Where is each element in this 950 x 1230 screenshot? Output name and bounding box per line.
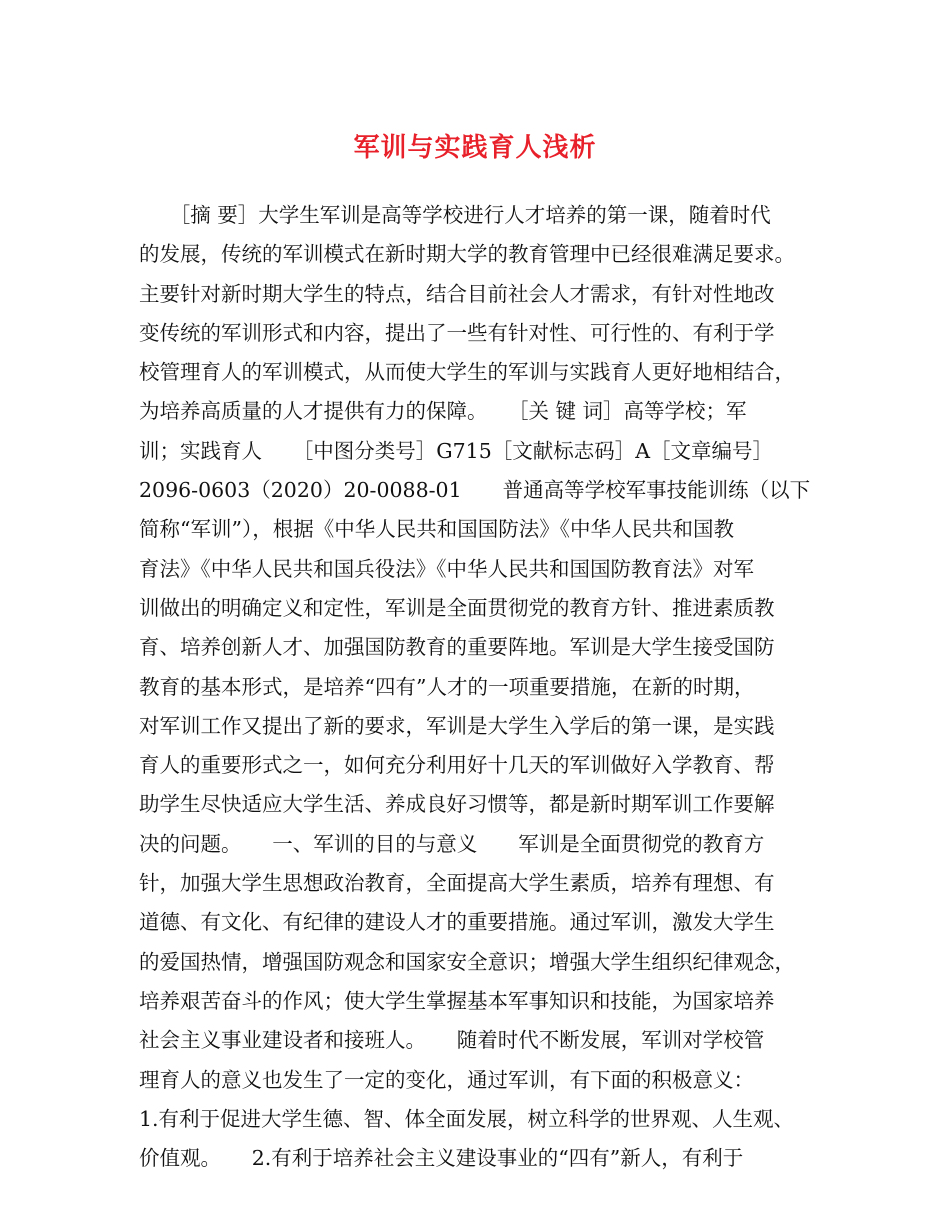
text-line: 社会主义事业建设者和接班人。 随着时代不断发展，军训对学校管 xyxy=(139,1028,765,1053)
page-title: 军训与实践育人浅析 xyxy=(353,133,597,163)
text-line: ［摘 要］大学生军训是高等学校进行人才培养的第一课，随着时代 xyxy=(139,203,771,227)
text-line: 的发展，传统的军训模式在新时期大学的教育管理中已经很难满足要求。 xyxy=(139,242,795,267)
text-line: 的爱国热情，增强国防观念和国家安全意识；增强大学生组织纪律观念， xyxy=(139,949,795,974)
text-line: 育法》《中华人民共和国兵役法》《中华人民共和国国防教育法》对军 xyxy=(139,556,754,581)
text-line: 教育的基本形式，是培养“四有”人才的一项重要措施，在新的时期， xyxy=(139,674,755,699)
text-line: 简称“军训”），根据《中华人民共和国国防法》《中华人民共和国教 xyxy=(139,517,734,542)
text-line: 针，加强大学生思想政治教育，全面提高大学生素质，培养有理想、有 xyxy=(139,871,775,896)
text-line: 决的问题。 一、军训的目的与意义 军训是全面贯彻党的教育方 xyxy=(139,831,765,856)
text-line: 价值观。 2.有利于培养社会主义建设事业的“四有”新人，有利于 xyxy=(139,1146,744,1171)
text-line: 助学生尽快适应大学生活、养成良好习惯等，都是新时期军训工作要解 xyxy=(139,792,775,817)
text-line: 育人的重要形式之一，如何充分利用好十几天的军训做好入学教育、帮 xyxy=(139,753,775,778)
text-line: 训做出的明确定义和定性，军训是全面贯彻党的教育方针、推进素质教 xyxy=(139,595,775,620)
text-line: 为培养高质量的人才提供有力的保障。 ［关 键 词］高等学校；军 xyxy=(139,399,747,424)
text-line: 道德、有文化、有纪律的建设人才的重要措施。通过军训，激发大学生 xyxy=(139,910,775,935)
text-line: 训；实践育人 ［中图分类号］G715［文献标志码］A［文章编号］ xyxy=(139,438,774,463)
text-line: 培养艰苦奋斗的作风；使大学生掌握基本军事知识和技能，为国家培养 xyxy=(139,988,775,1013)
text-line: 育、培养创新人才、加强国防教育的重要阵地。军训是大学生接受国防 xyxy=(139,635,775,660)
text-line: 1.有利于促进大学生德、智、体全面发展，树立科学的世界观、人生观、 xyxy=(139,1106,795,1131)
text-line: 主要针对新时期大学生的特点，结合目前社会人才需求，有针对性地改 xyxy=(139,281,775,306)
text-line: 对军训工作又提出了新的要求，军训是大学生入学后的第一课，是实践 xyxy=(139,713,775,738)
text-line: 校管理育人的军训模式，从而使大学生的军训与实践育人更好地相结合， xyxy=(139,360,795,385)
text-line: 理育人的意义也发生了一定的变化，通过军训，有下面的积极意义： xyxy=(139,1067,754,1092)
article-body xyxy=(139,196,829,1178)
text-line: 变传统的军训形式和内容，提出了一些有针对性、可行性的、有利于学 xyxy=(139,320,775,345)
text-line: 2096-0603（2020）20-0088-01 普通高等学校军事技能训练（以下 xyxy=(139,478,811,503)
